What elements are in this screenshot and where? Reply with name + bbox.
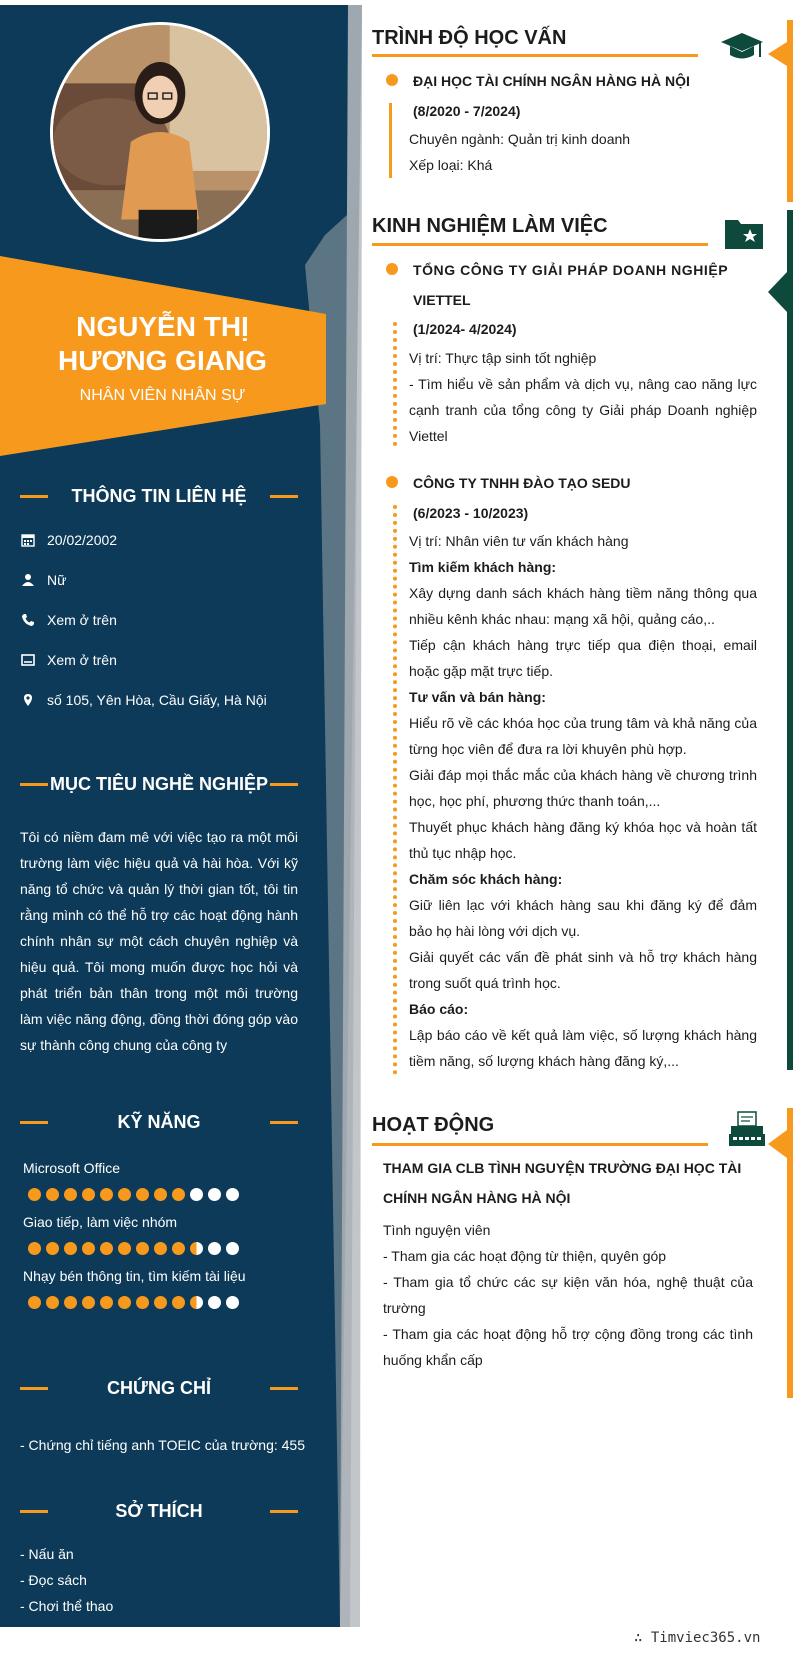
hobby-item: - Đọc sách bbox=[20, 1572, 87, 1588]
heading-dash bbox=[20, 1121, 48, 1124]
skill-dot bbox=[226, 1188, 239, 1201]
candidate-name: NGUYỄN THỊ HƯƠNG GIANG bbox=[58, 311, 267, 376]
skill-dot bbox=[82, 1296, 95, 1309]
skill-dot bbox=[28, 1188, 41, 1201]
experience-underline bbox=[372, 243, 708, 246]
job-company: CÔNG TY TNHH ĐÀO TẠO SEDU bbox=[413, 475, 631, 491]
contact-text: 20/02/2002 bbox=[47, 532, 118, 548]
duty-line: Giải đáp mọi thắc mắc của khách hàng về chương trình học, học phí, phương thức thanh toán,... bbox=[409, 767, 757, 809]
location-pin-icon bbox=[20, 692, 36, 708]
skill-rating bbox=[28, 1296, 239, 1309]
avatar-photo-icon bbox=[53, 25, 267, 239]
skill-name: Nhạy bén thông tin, tìm kiếm tài liệu bbox=[23, 1268, 246, 1284]
heading-dash bbox=[20, 783, 48, 786]
activity-title: THAM GIA CLB TÌNH NGUYỆN TRƯỜNG ĐẠI HỌC TÀI CHÍNH NGÂN HÀNG HÀ NỘI bbox=[383, 1160, 742, 1206]
skill-dot bbox=[46, 1242, 59, 1255]
skill-dot bbox=[46, 1188, 59, 1201]
heading-dash bbox=[20, 1510, 48, 1513]
skills-heading bbox=[20, 1110, 298, 1134]
job-company-line2: VIETTEL bbox=[413, 292, 471, 308]
skill-dot bbox=[208, 1242, 221, 1255]
skill-dot bbox=[100, 1296, 113, 1309]
activities-underline bbox=[372, 1143, 708, 1146]
education-timeline bbox=[389, 103, 392, 178]
certificate-item: - Chứng chỉ tiếng anh TOEIC của trường: 455 bbox=[20, 1437, 306, 1453]
objective-text: Tôi có niềm đam mê với việc tạo ra một môi trường làm việc hiệu quả và hài hòa. Với kỹ năng tổ chức và quản lý thời gian tốt, tôi tin rằng mình có thể hỗ trợ các hoạt động hành chính nhân sự một cách chuyên nghiệp và hiệu quả. Tôi mong muốn được học hỏi và phát triển bản thân trong một môi trường làm việc năng động, đồng thời đóng góp vào sự thành công chung của công ty bbox=[20, 829, 298, 1053]
job-period: (6/2023 - 10/2023) bbox=[413, 505, 529, 521]
contact-heading bbox=[20, 484, 298, 508]
job-position: Vị trí: Thực tập sinh tốt nghiệp bbox=[409, 350, 597, 366]
contact-text: số 105, Yên Hòa, Cầu Giấy, Hà Nội bbox=[47, 692, 267, 708]
skill-dot bbox=[118, 1242, 131, 1255]
contact-phone bbox=[20, 609, 310, 631]
skill-dot bbox=[100, 1188, 113, 1201]
skill-dot bbox=[64, 1242, 77, 1255]
duty-group-title-text: Tư vấn và bán hàng: bbox=[409, 689, 546, 705]
avatar bbox=[50, 22, 270, 242]
education-major: Chuyên ngành: Quản trị kinh doanh bbox=[409, 131, 631, 147]
duty-group-title-text: Báo cáo: bbox=[409, 1001, 469, 1017]
heading-dash bbox=[270, 783, 298, 786]
hobby-item: - Nấu ăn bbox=[20, 1546, 74, 1562]
activities-heading: HOẠT ĐỘNG bbox=[372, 1114, 495, 1136]
activity-line: - Tham gia các hoạt động hỗ trợ cộng đồng trong các tình huống khẩn cấp bbox=[383, 1326, 753, 1368]
skills-heading-text: KỸ NĂNG bbox=[117, 1111, 201, 1132]
typewriter-icon bbox=[728, 1110, 766, 1153]
skill-dot bbox=[82, 1188, 95, 1201]
skill-name: Microsoft Office bbox=[23, 1160, 120, 1176]
skill-dot bbox=[226, 1296, 239, 1309]
skill-dot bbox=[190, 1296, 203, 1309]
heading-dash bbox=[270, 1510, 298, 1513]
skill-dot bbox=[118, 1188, 131, 1201]
duty-line: Lập báo cáo về kết quả làm việc, số lượng khách hàng tiềm năng, số lượng khách hàng đăng ký,... bbox=[409, 1027, 757, 1069]
skill-rating bbox=[28, 1188, 239, 1201]
skill-dot bbox=[100, 1242, 113, 1255]
objective-heading bbox=[20, 772, 298, 796]
education-bullet bbox=[386, 74, 398, 86]
duty-line: Giữ liên lạc với khách hàng sau khi đăng ký để đảm bảo họ hài lòng với dịch vụ. bbox=[409, 897, 757, 939]
skill-dot bbox=[172, 1296, 185, 1309]
job-bullet bbox=[386, 476, 398, 488]
duty-group-title bbox=[409, 684, 757, 710]
contact-address bbox=[20, 689, 310, 711]
education-side-bar bbox=[787, 20, 793, 202]
skill-dot bbox=[28, 1242, 41, 1255]
job-position: Vị trí: Nhân viên tư vấn khách hàng bbox=[409, 533, 629, 549]
heading-dash bbox=[20, 1387, 48, 1390]
skill-dot bbox=[154, 1188, 167, 1201]
skill-dot bbox=[172, 1242, 185, 1255]
objective-heading-text: MỤC TIÊU NGHỀ NGHIỆP bbox=[49, 773, 268, 794]
skill-dot bbox=[172, 1188, 185, 1201]
job-company-text: TỔNG CÔNG TY GIẢI PHÁP DOANH NGHIỆP bbox=[413, 262, 729, 278]
person-icon bbox=[20, 572, 36, 588]
activity-line: - Tham gia tổ chức các sự kiện văn hóa, nghệ thuật của trường bbox=[383, 1274, 753, 1316]
duty-group-title bbox=[409, 866, 757, 892]
skill-dot bbox=[46, 1296, 59, 1309]
calendar-icon bbox=[20, 532, 36, 548]
phone-icon bbox=[20, 612, 36, 628]
skill-dot bbox=[118, 1296, 131, 1309]
job-period: (1/2024- 4/2024) bbox=[413, 321, 517, 337]
contact-gender bbox=[20, 569, 310, 591]
activity-line: - Tham gia các hoạt động từ thiện, quyên góp bbox=[383, 1248, 667, 1264]
contact-text: Xem ở trên bbox=[47, 612, 117, 628]
skill-dot bbox=[208, 1296, 221, 1309]
duty-line: Giải quyết các vấn đề phát sinh và hỗ trợ khách hàng trong suốt quá trình học. bbox=[409, 949, 757, 991]
skill-rating bbox=[28, 1242, 239, 1255]
skill-dot bbox=[64, 1296, 77, 1309]
contact-email bbox=[20, 649, 310, 671]
experience-heading: KINH NGHIỆM LÀM VIỆC bbox=[372, 215, 608, 237]
graduation-cap-icon bbox=[720, 31, 764, 70]
job-timeline bbox=[393, 322, 397, 446]
duty-line: Hiểu rõ về các khóa học của trung tâm và khả năng của từng học viên để đưa ra lời khuyên phù hợp. bbox=[409, 715, 757, 757]
heading-dash bbox=[270, 1387, 298, 1390]
job-title: NHÂN VIÊN NHÂN SỰ bbox=[79, 387, 246, 404]
contact-text: Xem ở trên bbox=[47, 652, 117, 668]
heading-dash bbox=[270, 1121, 298, 1124]
duty-line: Tiếp cận khách hàng trực tiếp qua điện thoại, email hoặc gặp mặt trực tiếp. bbox=[409, 637, 757, 679]
school-name: ĐẠI HỌC TÀI CHÍNH NGÂN HÀNG HÀ NỘI bbox=[413, 73, 690, 89]
skill-dot bbox=[64, 1188, 77, 1201]
duty-line: Thuyết phục khách hàng đăng ký khóa học và hoàn tất thủ tục nhập học. bbox=[409, 819, 757, 861]
skill-dot bbox=[226, 1242, 239, 1255]
skill-dot bbox=[190, 1242, 203, 1255]
star-folder-icon bbox=[724, 216, 764, 255]
duty-line: Xây dựng danh sách khách hàng tiềm năng thông qua nhiều kênh khác nhau: mạng xã hội, quảng cáo,.. bbox=[409, 585, 757, 627]
skill-dot bbox=[154, 1296, 167, 1309]
watermark: ∴ Timviec365.vn bbox=[634, 1630, 761, 1646]
heading-dash bbox=[270, 495, 298, 498]
skill-dot bbox=[82, 1242, 95, 1255]
skill-dot bbox=[136, 1242, 149, 1255]
experience-side-marker bbox=[768, 272, 787, 312]
activities-side-marker bbox=[768, 1130, 787, 1158]
contact-text: Nữ bbox=[47, 572, 67, 588]
duty-group-title-text: Tìm kiếm khách hàng: bbox=[409, 559, 557, 575]
contact-heading-text: THÔNG TIN LIÊN HỆ bbox=[71, 485, 247, 506]
education-period: (8/2020 - 7/2024) bbox=[413, 103, 521, 119]
certificates-heading bbox=[20, 1376, 298, 1400]
skill-dot bbox=[208, 1188, 221, 1201]
job-bullet bbox=[386, 263, 398, 275]
skill-name: Giao tiếp, làm việc nhóm bbox=[23, 1214, 178, 1230]
education-side-marker bbox=[768, 42, 787, 66]
skill-dot bbox=[154, 1242, 167, 1255]
education-grade: Xếp loại: Khá bbox=[409, 157, 493, 173]
heading-dash bbox=[20, 495, 48, 498]
duty-group-title bbox=[409, 554, 757, 580]
hobby-item: - Chơi thể thao bbox=[20, 1598, 114, 1614]
email-icon bbox=[20, 652, 36, 668]
hobbies-heading-text: SỞ THÍCH bbox=[115, 1500, 203, 1521]
education-underline bbox=[372, 54, 698, 57]
activity-line: Tình nguyện viên bbox=[383, 1222, 491, 1238]
duty-group-title-text: Chăm sóc khách hàng: bbox=[409, 871, 563, 887]
skill-dot bbox=[28, 1296, 41, 1309]
skill-dot bbox=[190, 1188, 203, 1201]
hobbies-heading bbox=[20, 1499, 298, 1523]
job-timeline bbox=[393, 505, 397, 1075]
experience-side-bar bbox=[787, 210, 793, 1070]
skill-dot bbox=[136, 1188, 149, 1201]
activities-side-bar bbox=[787, 1108, 793, 1398]
job-description: - Tìm hiểu về sản phẩm và dịch vụ, nâng cao năng lực cạnh tranh của tổng công ty Giải pháp Doanh nghiệp Viettel bbox=[409, 376, 757, 444]
contact-birthdate bbox=[20, 529, 310, 551]
certificates-heading-text: CHỨNG CHỈ bbox=[107, 1377, 211, 1398]
skill-dot bbox=[136, 1296, 149, 1309]
education-heading: TRÌNH ĐỘ HỌC VẤN bbox=[372, 27, 567, 49]
job-company bbox=[413, 262, 757, 278]
duty-group-title bbox=[409, 996, 757, 1022]
